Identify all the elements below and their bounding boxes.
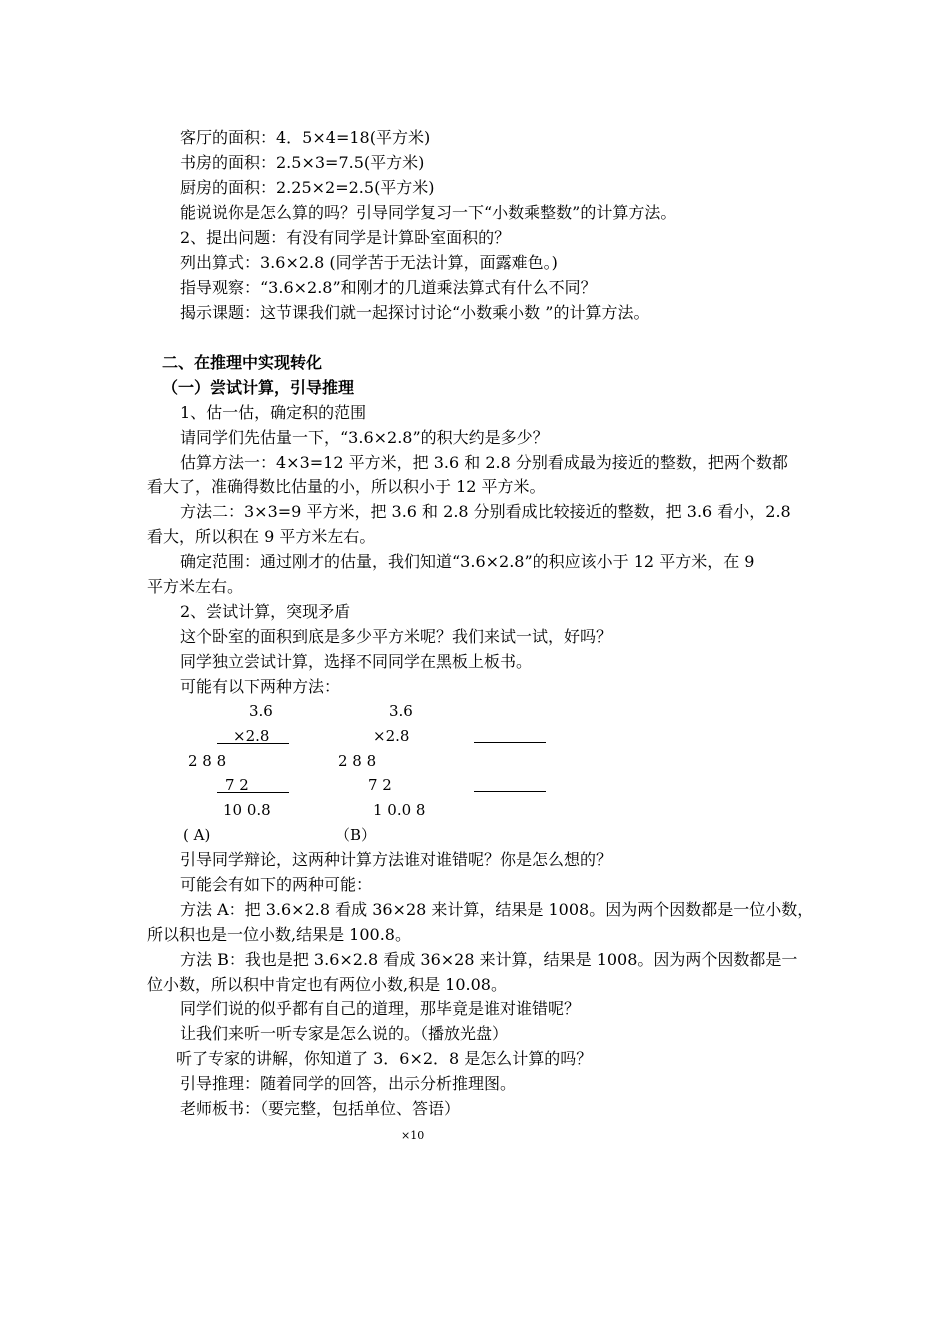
- text-line: 平方米左右。: [147, 577, 244, 596]
- text-line: 引导同学辩论，这两种计算方法谁对谁错呢？你是怎么想的？: [180, 850, 613, 869]
- partial-product: 2 8 8: [338, 752, 377, 770]
- partial-product: 7 2: [368, 776, 392, 794]
- text-line: 老师板书：（要完整，包括单位、答语）: [180, 1099, 461, 1118]
- product: 1 0.0 8: [373, 801, 426, 819]
- calc-line: [217, 792, 289, 793]
- text-line: 2、提出问题：有没有同学是计算卧室面积的？: [180, 228, 511, 247]
- text-line: 揭示课题：这节课我们就一起探讨讨论“小数乘小数 ”的计算方法。: [180, 303, 650, 322]
- text-line: 看大，所以积在 9 平方米左右。: [147, 527, 376, 546]
- subsection-heading: （一）尝试计算，引导推理: [162, 378, 355, 397]
- text-line: 估算方法一：4×3=12 平方米，把 3.6 和 2.8 分别看成最为接近的整数，把两个数都: [180, 453, 788, 472]
- text-line: 方法 B：我也是把 3.6×2.8 看成 36×28 来计算，结果是 1008。因为两个因数都是一: [180, 950, 798, 969]
- text-line: 列出算式：3.6×2.8 (同学苦于无法计算，面露难色。): [180, 253, 558, 272]
- text-line: 这个卧室的面积到底是多少平方米呢？我们来试一试，好吗？: [180, 627, 613, 646]
- text-line: 方法 A：把 3.6×2.8 看成 36×28 来计算，结果是 1008。因为两个因数都是一位小数，: [180, 900, 814, 919]
- text-line: 让我们来听一听专家是怎么说的。（播放光盘）: [180, 1024, 509, 1043]
- text-line: 位小数，所以积中肯定也有两位小数,积是 10.08。: [147, 975, 507, 994]
- text-line: 所以积也是一位小数,结果是 100.8。: [147, 925, 411, 944]
- text-line: 听了专家的讲解，你知道了 3．6×2．8 是怎么计算的吗？: [176, 1049, 593, 1068]
- text-line: 同学独立尝试计算，选择不同同学在黑板上板书。: [180, 652, 533, 671]
- multiplier: ×2.8: [373, 727, 410, 745]
- text-line: 请同学们先估量一下，“3.6×2.8”的积大约是多少？: [180, 428, 549, 447]
- multiplicand: 3.6: [389, 702, 413, 720]
- partial-product: 2 8 8: [188, 752, 227, 770]
- text-line: 客厅的面积：4．5×4=18(平方米): [180, 128, 431, 147]
- multiplicand: 3.6: [249, 702, 273, 720]
- method-label: ( A): [183, 826, 211, 844]
- text-line: 同学们说的似乎都有自己的道理，那毕竟是谁对谁错呢？: [180, 999, 581, 1018]
- calc-line: [474, 742, 546, 743]
- text-line: 确定范围：通过刚才的估量，我们知道“3.6×2.8”的积应该小于 12 平方米，在 9: [180, 552, 755, 571]
- text-line: 2、尝试计算，突现矛盾: [180, 602, 351, 621]
- text-line: 书房的面积：2.5×3=7.5(平方米): [180, 153, 425, 172]
- text-line: 可能有以下两种方法：: [180, 677, 341, 696]
- text-line: 能说说你是怎么算的吗？引导同学复习一下“小数乘整数”的计算方法。: [180, 203, 677, 222]
- text-line: 1、估一估，确定积的范围: [180, 403, 367, 422]
- calc-line: [474, 791, 546, 792]
- section-heading: 二、在推理中实现转化: [162, 353, 323, 372]
- text-line: 方法二：3×3=9 平方米，把 3.6 和 2.8 分别看成比较接近的整数，把 3.6 看小，2.8: [180, 502, 791, 521]
- text-line: 指导观察：“3.6×2.8”和刚才的几道乘法算式有什么不同？: [180, 278, 597, 297]
- text-line: 厨房的面积：2.25×2=2.5(平方米): [180, 178, 435, 197]
- text-line: 可能会有如下的两种可能：: [180, 875, 373, 894]
- diagram-note: ×10: [401, 1129, 425, 1142]
- method-label: （B）: [335, 826, 377, 844]
- partial-product: 7 2: [225, 776, 249, 794]
- text-line: 引导推理：随着同学的回答，出示分析推理图。: [180, 1074, 517, 1093]
- text-line: 看大了，准确得数比估量的小，所以积小于 12 平方米。: [147, 477, 546, 496]
- calc-line: [217, 743, 289, 744]
- multiplier: ×2.8: [233, 727, 270, 745]
- product: 10 0.8: [223, 801, 271, 819]
